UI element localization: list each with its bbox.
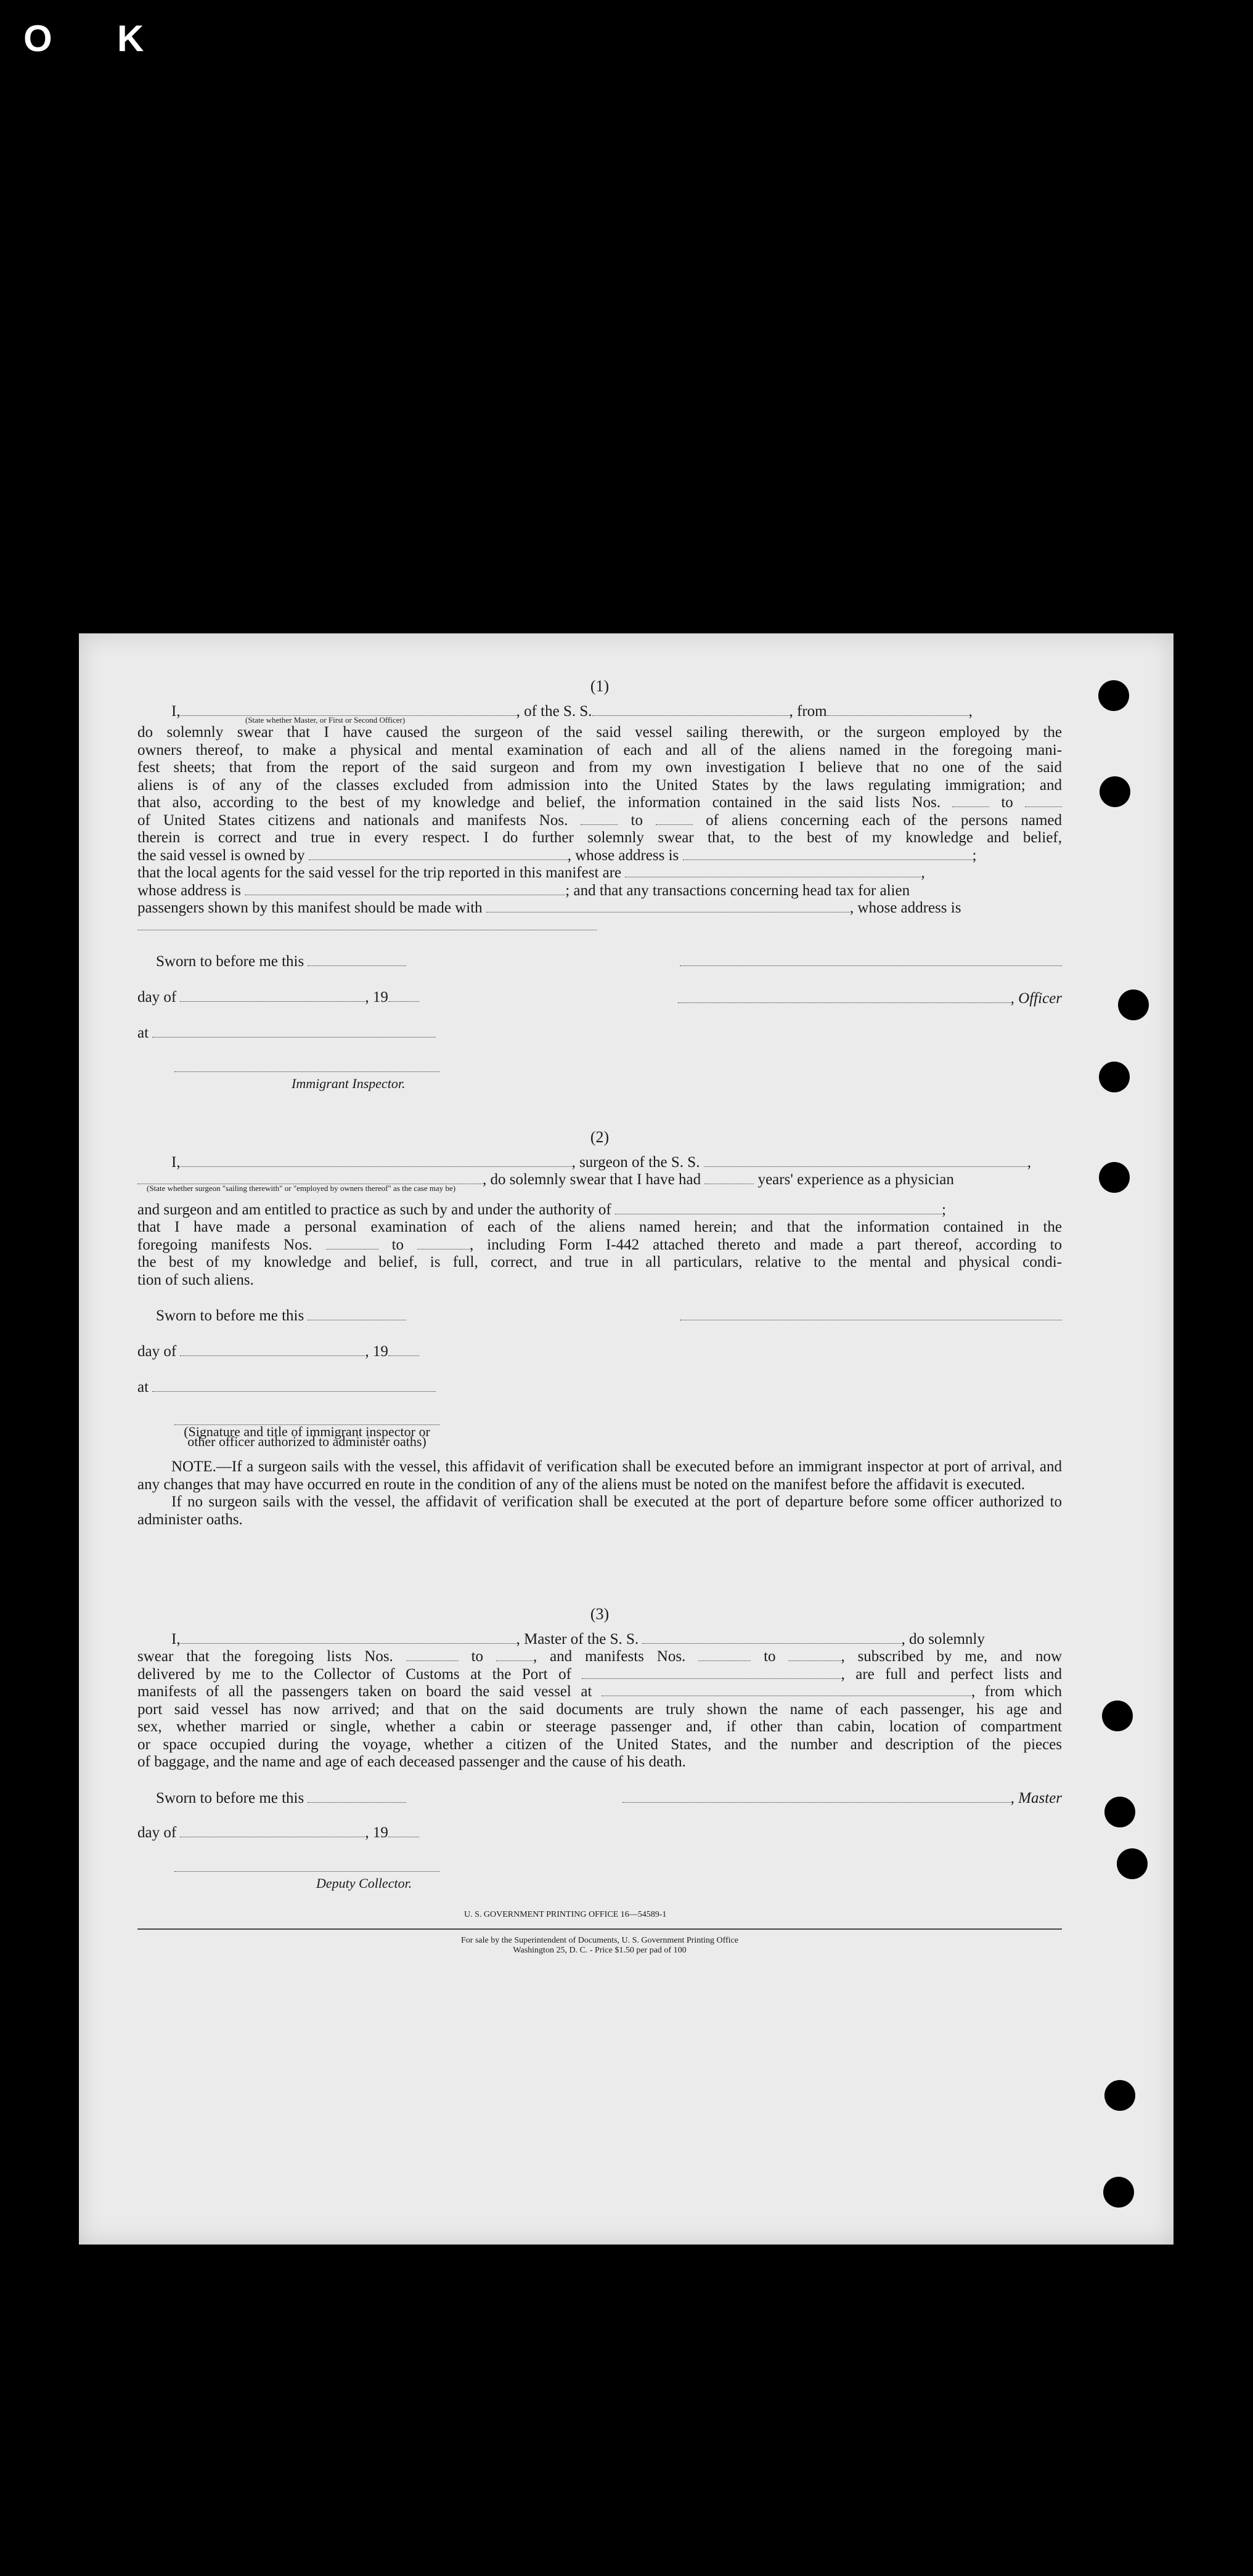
film-marker-right: K — [117, 18, 144, 59]
printing-office-line: U. S. GOVERNMENT PRINTING OFFICE 16—54589-1 — [464, 1909, 667, 1919]
sec1-line1: I, , of the S. S. , from , (State whether Master, or First or Second Officer) — [171, 702, 973, 725]
section-number: (1) — [590, 677, 610, 695]
section-number: (3) — [590, 1605, 610, 1623]
section-number: (2) — [590, 1128, 610, 1146]
binder-hole — [1117, 1848, 1148, 1879]
sec3-signature-block: Sworn to before me this day of , 19 Deputy Collector. , Master — [137, 1789, 1062, 1891]
affidavit-form: (1) I, , of the S. S. , from , (State whether Master, or First or Second Officer) do solemnly swear that I have caused the surgeon of the said vessel sailing therewith, or the surgeon employed by the owners thereof, to make a physical and mental examination of each and all of the aliens named in the foregoing mani- fest sheets; that from the report of the said surgeon and from my own investigation I believe that no one of the said aliens is of any of the classes excluded from admission into the United States by the laws regulating immigration; and that also, according to the best of my knowledge and belief, the information contained in the said lists Nos. to of United States citizens and nationals and manifests Nos. to of aliens concerning each of the persons named therein is correct and true in every respect. I do further solemnly swear that, to the best of my knowledge and belief, the said vessel is owned by , whose address is ; that the local agents for the said vessel for the trip reported in this manifest are , whose address is ; and that any transactions concerning head tax for alien passengers shown by this manifest should be made with , whose address is Sworn to before me this day of , 19 at Immigrant Inspector. , Officer (2) I, , surgeon of the S. S. , , do solemnly swear that I have had years' experience as a physician (State whether surgeon "sailing therewith" or "employed by owners thereof" as the case may be) and surgeon and am entitled to practice as such by and under the authority of ; that I have made a personal examination of each of the aliens named herein; and that the information contained in the foregoing manifests Nos. to , including Form I-442 attached thereto and made a part thereof, according to the best of my knowledge and belief, is full, correct, and true in all particulars, relative to the mental and physical condi- tion of such aliens. Sworn to before me this day of , 19 at (Signature and title of immigrant inspector or other officer authorized to administer oaths) NOTE.—If a surgeon sails with the vessel, this affidavit of verification shall be executed before an immigrant inspector at port of arrival, and any changes that may have occurred en route in the condition of any of the aliens must be noted on the manifest before the affidavit is executed. If no surgeon sails with the vessel, the affidavit of verification shall be executed at the port of departure before some officer authorized to administer oaths. (3) I, , Master of the S. S. , do solemnly swear that the foregoing lists Nos. to , and manifests Nos. to , subscribed by me, and now delivered by me to the Collector of Customs at the Port of , are full and perfect lists and manifests of all the passengers taken on board the said vessel at , from which port said vessel has now arrived; and that on the said documents are truly shown the name of each passenger, his age and sex, whether married or single, whether a cabin or steerage passenger and, if other than cabin, location of compartment or space occupied during the voyage, whether a citizen of the United States, and the number and description of the pieces of baggage, and the name and age of each deceased passenger and the cause of his death. Sworn to before me this day of , 19 Deputy Collector. , Master U. S. GOVERNMENT PRINTING OFFICE 16—54589-1 For sale by the Superintendent of Documents, U. S. Government Printing Office Washington 25, D. C. - Price $1.50 per pad of 100 — [137, 677, 1063, 1955]
sale-info-1: For sale by the Superintendent of Documents, U. S. Government Printing Office — [461, 1935, 738, 1945]
sec1-caption: (State whether Master, or First or Second Officer) — [245, 715, 406, 725]
binder-hole — [1098, 680, 1129, 711]
binder-hole — [1118, 989, 1149, 1020]
binder-hole — [1102, 1700, 1133, 1731]
sec1-signature-block: Sworn to before me this day of , 19 at Immigrant Inspector. , Officer — [137, 953, 1062, 1091]
binder-hole — [1104, 2080, 1135, 2111]
no-surgeon-note: If no surgeon sails with the vessel, the affidavit of verification shall be executed at the port of departure before some officer authorized to administer oaths. — [137, 1493, 1062, 1528]
document-page — [79, 633, 1173, 2245]
sec2-signature-block: Sworn to before me this day of , 19 at (Signature and title of immigrant inspector or other officer authorized to administer oaths) — [137, 1307, 1062, 1452]
binder-hole — [1103, 2177, 1134, 2208]
binder-hole — [1104, 1797, 1135, 1827]
binder-hole — [1099, 1162, 1130, 1193]
sale-info-2: Washington 25, D. C. - Price $1.50 per pad of 100 — [513, 1945, 687, 1955]
binder-hole — [1099, 1062, 1130, 1092]
film-marker-left: O — [23, 18, 52, 59]
binder-hole — [1100, 776, 1130, 807]
surgeon-note: NOTE.—If a surgeon sails with the vessel, this affidavit of verification shall be executed before an immigrant inspector at port of arrival, and any changes that may have occurred en route in the condition of any of the aliens must be noted on the manifest before the affidavit is executed. — [137, 1458, 1062, 1493]
